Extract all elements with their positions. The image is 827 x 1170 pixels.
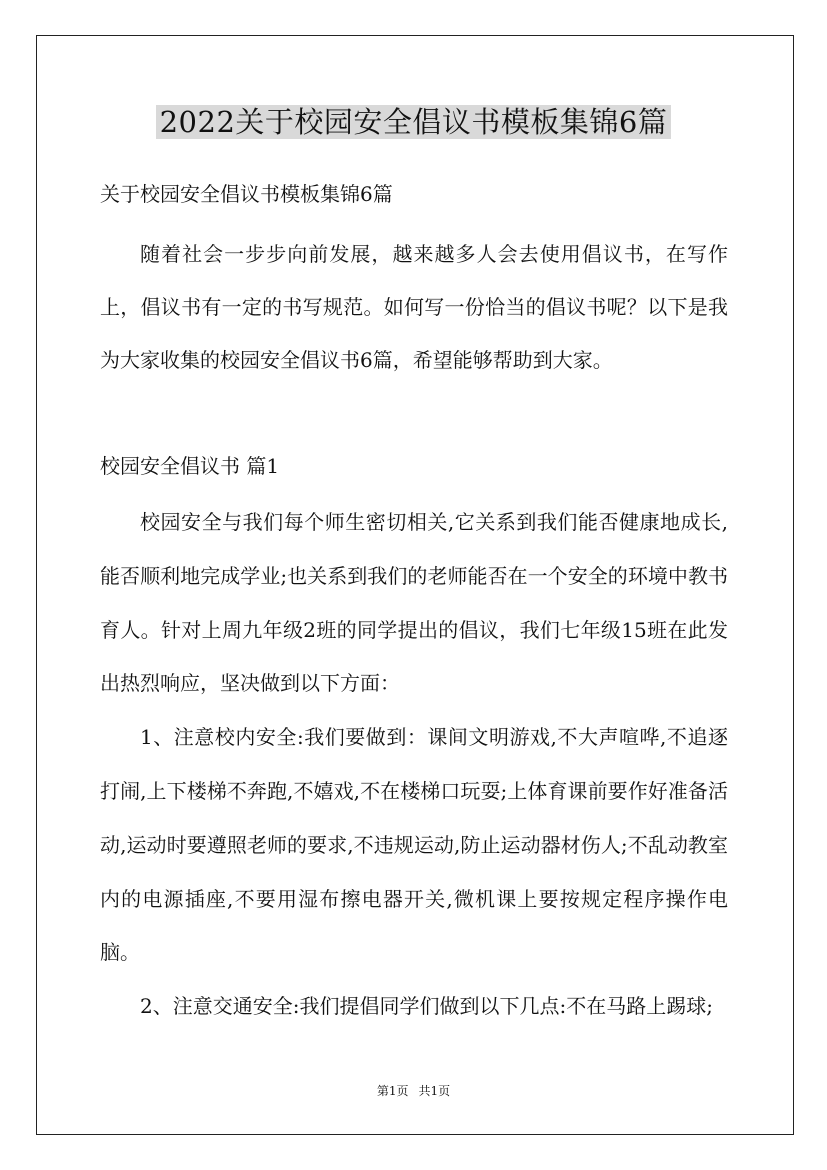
page-number: 第1页 (376, 1084, 409, 1098)
page-footer (0, 1083, 827, 1099)
intro-section (100, 228, 728, 387)
document-subtitle: 关于校园安全倡议书模板集锦6篇 (100, 182, 393, 206)
section-paragraph-1: 校园安全与我们每个师生密切相关,它关系到我们能否健康地成长,能否顺利地完成学业;也关系到我们的老师能否在一个安全的环境中教书育人。针对上周九年级2班的同学提出的倡议，我们七年级15班在此发出热烈响应，坚决做到以下方面： (100, 510, 728, 696)
section-paragraph-2: 1、注意校内安全:我们要做到：课间文明游戏,不大声喧哗,不追逐打闹,上下楼梯不奔跑,不嬉戏,不在楼梯口玩耍;上体育课前要作好准备活动,运动时要遵照老师的要求,不违规运动,防止运动器材伤人;不乱动教室内的电源插座,不要用湿布擦电器开关,微机课上要按规定程序操作电脑。 (100, 725, 728, 965)
document-title (0, 100, 827, 144)
intro-paragraph: 随着社会一步步向前发展，越来越多人会去使用倡议书，在写作上，倡议书有一定的书写规范。如何写一份恰当的倡议书呢？以下是我为大家收集的校园安全倡议书6篇，希望能够帮助到大家。 (100, 242, 728, 372)
page-total: 共1页 (418, 1084, 451, 1098)
section-body (100, 496, 728, 1034)
section-heading: 校园安全倡议书 篇1 (100, 454, 280, 478)
document-title-text: 2022关于校园安全倡议书模板集锦6篇 (156, 105, 672, 139)
section-paragraph-3: 2、注意交通安全:我们提倡同学们做到以下几点:不在马路上踢球; (140, 994, 713, 1019)
